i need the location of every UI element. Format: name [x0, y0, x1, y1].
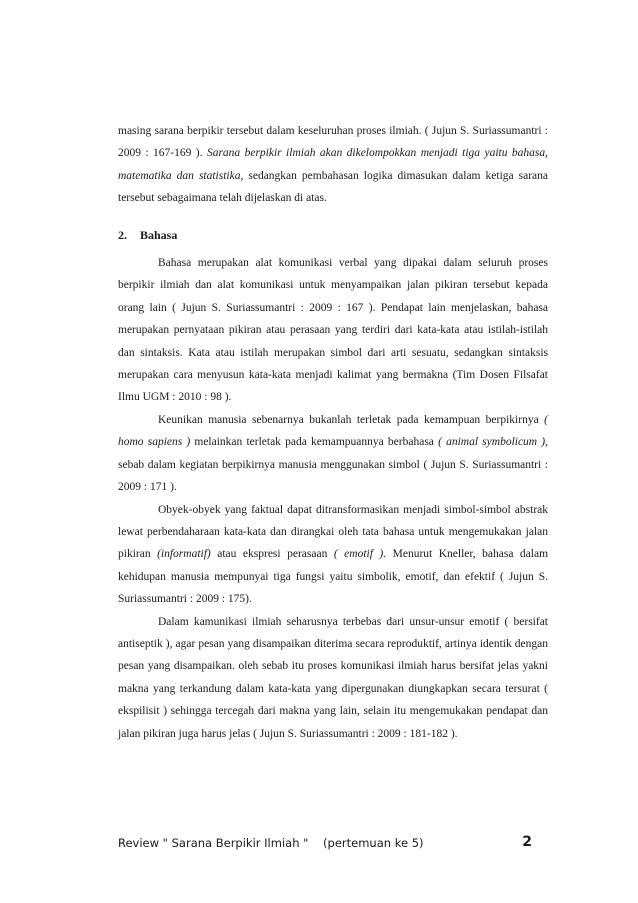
p3-text-c: atau ekspresi perasaan: [210, 548, 334, 561]
section-title: Bahasa: [140, 227, 178, 242]
page-footer: [118, 836, 548, 850]
paragraph-4: Dalam kamunikasi ilmiah seharusnya terbebas dari unsur-unsur emotif ( bersifat antiseptik ), agar pesan yang disampaikan diterima secara reproduktif, artinya identik dengan pesan yang disampaikan. oleh sebab itu proses komunikasi ilmiah harus bersifat jelas yakni makna yang terkandung dalam kata-kata yang dipergunakan diungkapkan secara tersurat ( ekspilisit ) sehingga tercegah dari makna yang lain, selain itu mengemukakan pendapat dan jalan pikiran juga harus jelas ( Jujun S. Suriassumantri : 2009 : 181-182 ).: [118, 615, 548, 740]
page-number: 2: [522, 834, 532, 850]
p2-text-e: sebab dalam kegiatan berpikirnya manusia menggunakan simbol ( Jujun S. Suriassumantri : 2009 : 171 ).: [118, 458, 548, 494]
p2-text-c: melainkan terletak pada kemampuannya berbahasa: [190, 436, 439, 449]
section-number: 2.: [118, 227, 127, 242]
p2-italic-animal-symbolicum: ( animal symbolicum ),: [438, 436, 548, 449]
paragraph-1: Bahasa merupakan alat komunikasi verbal yang dipakai dalam seluruh proses berpikir ilmiah dan alat komunikasi untuk menyampaikan jalan pikiran tersebut kepada orang lain ( Jujun S. Suriassumantri : 2009 : 167 ). Pendapat lain menjelaskan, bahasa merupakan pernyataan pikiran atau perasaan yang terdiri dari kata-kata atau istilah-istilah dan sintaksis. Kata atau istilah merupakan simbol dari arti sesuatu, sedangkan sintaksis merupakan cara menyusun kata-kata menjadi kalimat yang bermakna (Tim Dosen Filsafat Ilmu UGM : 2010 : 98 ).: [118, 257, 548, 404]
paragraph-3: [118, 499, 548, 611]
intro-paragraph: [118, 120, 548, 210]
intro-text-2: , sedangkan pembahasan logika dimasukan dalam ketiga sarana tersebut sebagaimana telah dijelaskan di atas.: [118, 169, 549, 205]
page-body: [118, 120, 548, 745]
intro-italic-text: Sarana berpikir ilmiah akan dikelompokkan menjadi tiga yaitu bahasa, matematika dan statistika: [118, 147, 548, 182]
p3-text-a: Obyek-obyek yang faktual dapat ditransformasikan menjadi simbol-simbol abstrak lewat perbendaharaan kata-kata dan dirangkai oleh tata bahasa untuk mengemukakan jalan pikiran: [118, 503, 548, 561]
p3-text-e: Menurut Kneller, bahasa dalam kehidupan manusia mempunyai tiga fungsi yaitu simbolik, emotif, dan efektif ( Jujun S. Suriassumantri : 2009 : 175).: [118, 548, 549, 606]
p3-italic-emotif: ( emotif ).: [333, 548, 387, 561]
paragraph-2: [118, 409, 548, 499]
p2-italic-homo-sapiens: ( homo sapiens ): [118, 413, 548, 449]
intro-text-1: masing sarana berpikir tersebut dalam keseluruhan proses ilmiah. ( Jujun S. Suriassumantri : 2009 : 167-169 ).: [118, 125, 548, 160]
p3-italic-informatif: (informatif): [157, 548, 211, 561]
section-heading: [118, 224, 548, 246]
footer-text: Review " Sarana Berpikir Ilmiah " (pertemuan ke 5): [118, 836, 424, 850]
p2-text-a: Keunikan manusia sebenarnya bukanlah terletak pada kemampuan berpikirnya: [158, 413, 545, 426]
